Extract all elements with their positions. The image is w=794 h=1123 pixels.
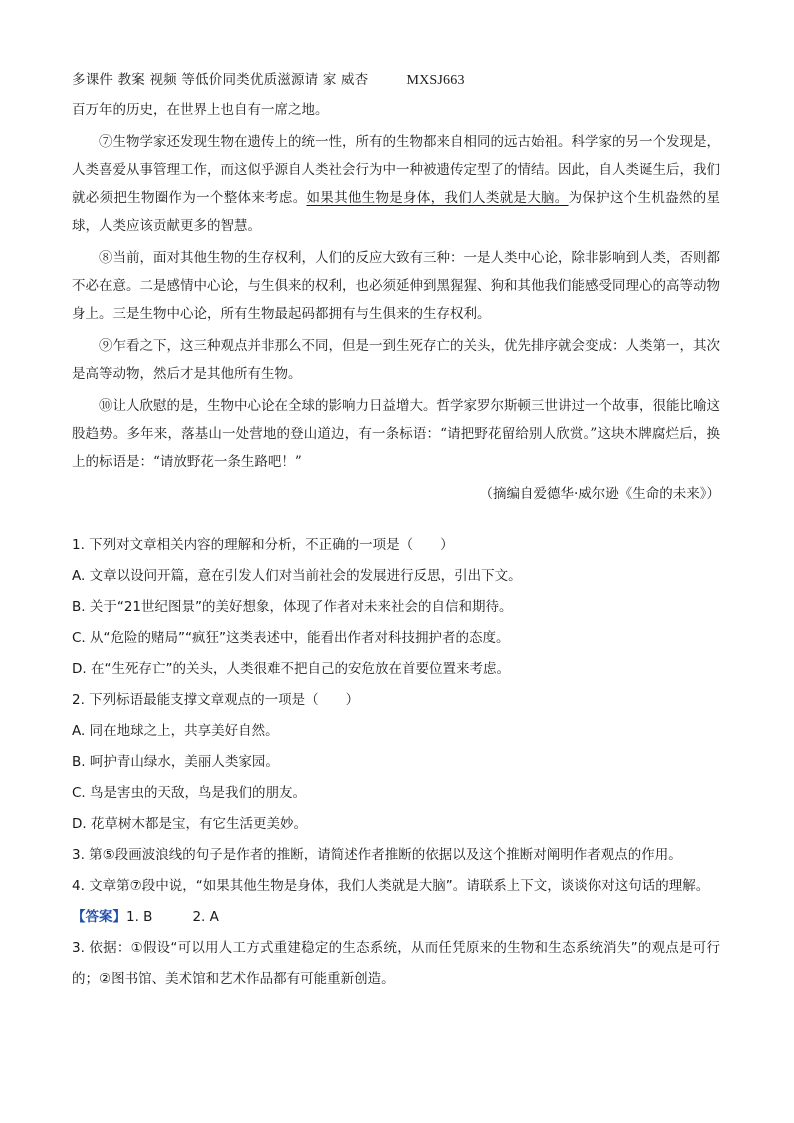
header-code: MXSJ663 — [406, 73, 465, 88]
question-2-option-b: B. 呵护青山绿水，美丽人类家园。 — [72, 754, 279, 770]
question-1-option-c: C. 从“危险的赌局”“疯狂”这类表述中，能看出作者对科技拥护者的态度。 — [72, 630, 510, 646]
paragraph-7-text-end: 为保护这个生机盎然的星球，人类应该贡献更多的智慧。 — [72, 190, 721, 234]
questions-section — [72, 530, 720, 995]
question-2: 2. 下列标语最能支撑文章观点的一项是（ ） — [72, 692, 360, 708]
page-header — [72, 68, 465, 89]
question-1-option-b: B. 关于“21世纪图景”的美好想象，体现了作者对未来社会的自信和期待。 — [72, 599, 513, 615]
question-1-option-d: D. 在“生死存亡”的关头，人类很难不把自己的安危放在首要位置来考虑。 — [72, 661, 510, 677]
question-1-option-a: A. 文章以设问开篇，意在引发人们对当前社会的发展进行反思，引出下文。 — [72, 568, 522, 584]
answer-line — [72, 902, 720, 933]
paragraph-9: ⑨乍看之下，这三种观点并非那么不同，但是一到生死存亡的关头，优先排序就会变成：人类第一，其次是高等动物，然后才是其他所有生物。 — [72, 338, 720, 382]
question-3: 3. 第⑤段画波浪线的句子是作者的推断，请简述作者推断的依据以及这个推断对阐明作者观点的作用。 — [72, 847, 682, 863]
paragraph-7-text: ⑦生物学家还发现生物在遗传上的统一性，所有的生物都来自相同的远古始祖。科学家的另一个发现是，人类喜爱从事管理工作，而这似乎源自人类社会行为中一种被遗传定型了的情结。因此，自人类诞生后，我们就必须把生物圈作为一个整体来考虑。 — [72, 134, 720, 206]
header-text: 多课件 教案 视频 等低价同类优质滋源请 家 威杏 — [72, 72, 369, 88]
answer-3: 3. 依据：①假设“可以用人工方式重建稳定的生态系统，从而任凭原来的生物和生态系统消失”的观点是可行的；②图书馆、美术馆和艺术作品都有可能重新创造。 — [72, 940, 720, 987]
answer-label: 【答案】 — [72, 909, 126, 925]
question-2-option-c: C. 鸟是害虫的天敌，鸟是我们的朋友。 — [72, 785, 307, 801]
paragraph-7 — [72, 128, 720, 240]
article-source: （摘编自爱德华·威尔逊《生命的未来》） — [479, 486, 720, 502]
question-1: 1. 下列对文章相关内容的理解和分析，不正确的一项是（ ） — [72, 537, 454, 553]
paragraph-8: ⑧当前，面对其他生物的生存权利，人们的反应大致有三种：一是人类中心论，除非影响到人类，否则都不必在意。二是感情中心论，与生俱来的权利，也必须延伸到黑猩猩、狗和其他我们能感受同理心的高等动物身上。三是生物中心论，所有生物最起码都拥有与生俱来的生存权利。 — [72, 250, 720, 322]
answer-1: 1. B — [126, 909, 153, 925]
answer-2: 2. A — [192, 909, 219, 925]
paragraph-continued: 百万年的历史，在世界上也自有一席之地。 — [72, 102, 329, 118]
paragraph-10: ⑩让人欣慰的是，生物中心论在全球的影响力日益增大。哲学家罗尔斯顿三世讲过一个故事，很能比喻这股趋势。多年来，落基山一处营地的登山道边，有一条标语：“请把野花留给别人欣赏。”这块木牌腐烂后，换上的标语是：“请放野花一条生路吧！” — [72, 398, 720, 470]
question-2-option-a: A. 同在地球之上，共享美好自然。 — [72, 723, 279, 739]
question-4: 4. 文章第⑦段中说，“如果其他生物是身体，我们人类就是大脑”。请联系上下文，谈谈你对这句话的理解。 — [72, 878, 710, 894]
article-body — [72, 96, 720, 512]
paragraph-7-underlined-sentence: 如果其他生物是身体，我们人类就是大脑。 — [306, 190, 569, 206]
question-2-option-d: D. 花草树木都是宝，有它生活更美妙。 — [72, 816, 307, 832]
